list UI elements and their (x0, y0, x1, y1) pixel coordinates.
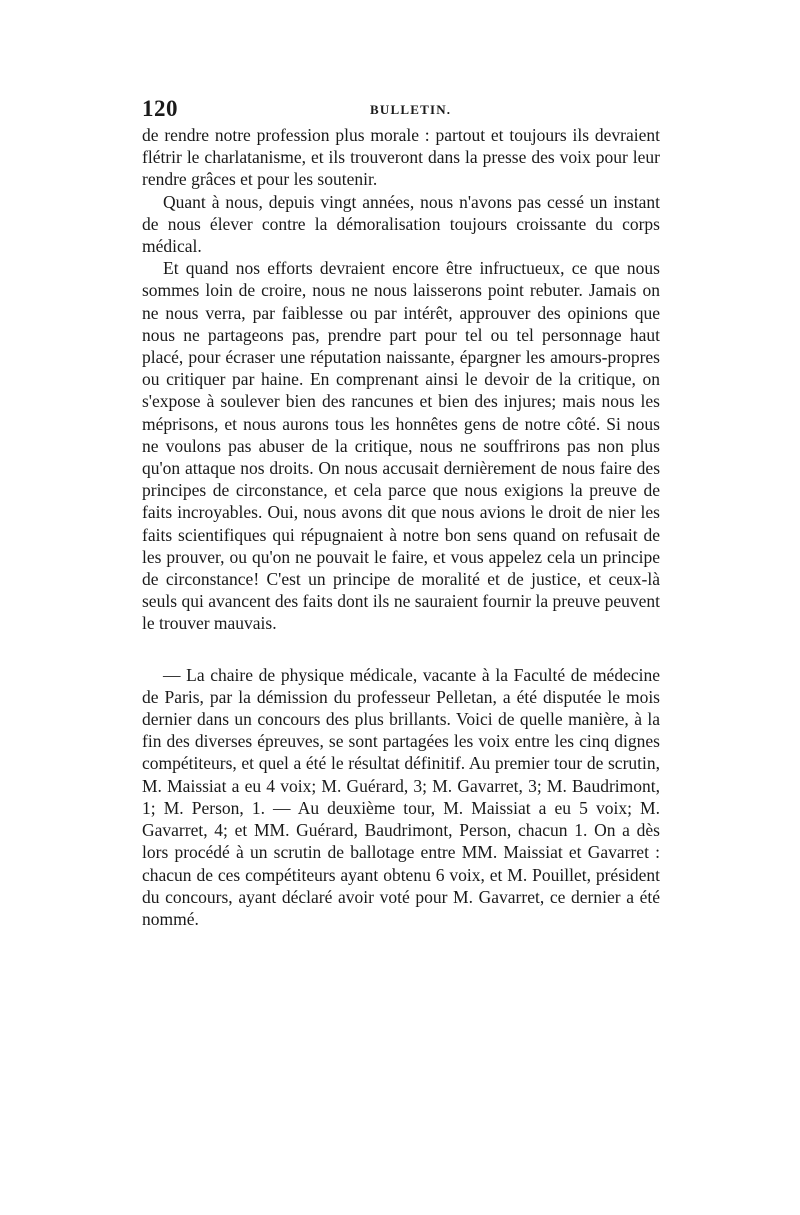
running-title: BULLETIN. (370, 102, 452, 117)
paragraph-continuation: de rendre notre profession plus morale : partout et toujours ils devraient flétrir le charlatanisme, et ils trouveront dans la presse des voix pour leur rendre grâces et pour les soutenir. (142, 125, 660, 190)
paragraph-chaire-de-physique: — La chaire de physique médicale, vacante à la Faculté de médecine de Paris, par la démission du professeur Pelletan, a été disputée le mois dernier dans un concours des plus brillants. Voici de quelle manière, à la fin des diverses épreuves, se sont partagées les voix entre les cinq dignes compétiteurs, et quel a été le résultat définitif. Au premier tour de scrutin, M. Maissiat a eu 4 voix; M. Guérard, 3; M. Gavarret, 3; M. Baudrimont, 1; M. Person, 1. — Au deuxième tour, M. Maissiat a eu 5 voix; M. Gavarret, 4; et MM. Guérard, Baudrimont, Person, chacun 1. On a dès lors procédé à un scrutin de ballotage entre MM. Maissiat et Gavarret : chacun de ces compétiteurs ayant obtenu 6 voix, et M. Pouillet, président du concours, ayant déclaré avoir voté pour M. Gavarret, ce dernier a été nommé. (142, 664, 660, 929)
running-head (142, 96, 660, 126)
page-number: 120 (142, 96, 178, 121)
paragraph-quant-a-nous: Quant à nous, depuis vingt années, nous n'avons pas cessé un instant de nous élever contre la démoralisation toujours croissante du corps médical. (142, 191, 660, 257)
body-text (142, 124, 660, 930)
paragraph-et-quand-nos-efforts: Et quand nos efforts devraient encore être infructueux, ce que nous sommes loin de croire, nous ne nous laisserons point rebuter. Jamais on ne nous verra, par faiblesse ou par intérêt, approuver des opinions que nous ne partageons pas, prendre part pour tel ou tel personnage haut placé, pour écraser une réputation naissante, épargner les amours-propres ou critiquer par haine. En comprenant ainsi le devoir de la critique, on s'expose à soulever bien des rancunes et bien des injures; mais nous les méprisons, et nous aurons tous les honnêtes gens de notre côté. Si nous ne voulons pas abuser de la critique, nous ne souffrirons pas non plus qu'on attaque nos droits. On nous accusait dernièrement de nous faire des principes de circonstance, et cela parce que nous exigions la preuve de faits incroyables. Oui, nous avons dit que nous avions le droit de nier les faits scientifiques qui répugnaient à notre bon sens quand on refusait de les prouver, ou qu'on ne pouvait le faire, et vous appelez cela un principe de circonstance! C'est un principe de moralité et de justice, et ceux-là seuls qui avancent des faits dont ils ne sauraient fournir la preuve peuvent le trouver mauvais. (142, 258, 660, 634)
